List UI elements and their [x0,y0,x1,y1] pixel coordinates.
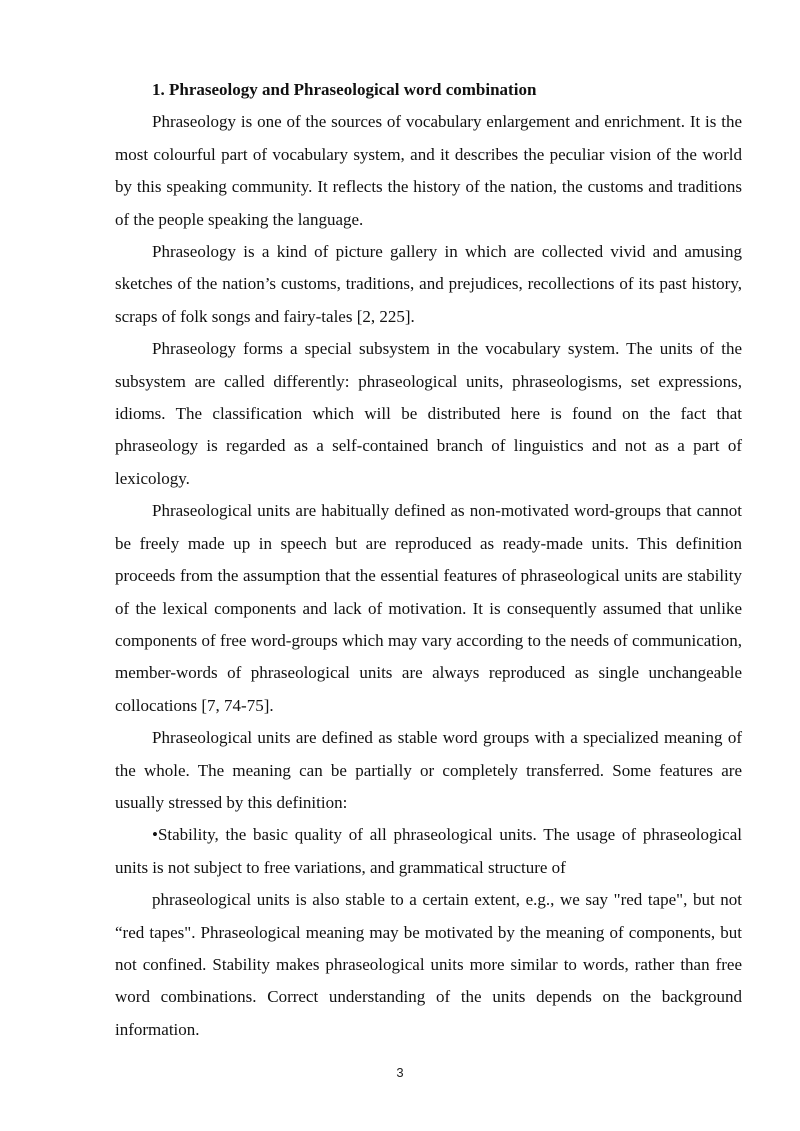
paragraph-3: Phraseology forms a special subsystem in the vocabulary system. The units of the subsystem are called differently: phraseological units, phraseologisms, set expressions, idioms. The classification which will be distributed here is found on the fact that phraseology is regarded as a self-contained branch of linguistics and not as a part of lexicology. [115,339,742,488]
paragraph-4: Phraseological units are habitually defined as non-motivated word-groups that cannot be freely made up in speech but are reproduced as ready-made units. This definition proceeds from the assumption that the essential features of phraseological units are stability of the lexical components and lack of motivation. It is consequently assumed that unlike components of free word-groups which may vary according to the needs of communication, member-words of phraseological units are always reproduced as single unchangeable collocations [7, 74-75]. [115,501,742,715]
page-body [115,74,742,1046]
paragraph-2: Phraseology is a kind of picture gallery in which are collected vivid and amusing sketches of the nation’s customs, traditions, and prejudices, recollections of its past history, scraps of folk songs and fairy-tales [2, 225]. [115,242,742,326]
section-heading: 1. Phraseology and Phraseological word combination [152,80,537,99]
page-number: 3 [396,1065,404,1080]
paragraph-7: phraseological units is also stable to a certain extent, e.g., we say "red tape", but not “red tapes". Phraseological meaning may be motivated by the meaning of components, but not confined. Stability makes phraseological units more similar to words, rather than free word combinations. Correct understanding of the units depends on the background information. [115,890,742,1039]
paragraph-6-bullet: •Stability, the basic quality of all phraseological units. The usage of phraseological units is not subject to free variations, and grammatical structure of [115,825,742,877]
paragraph-5: Phraseological units are defined as stable word groups with a specialized meaning of the whole. The meaning can be partially or completely transferred. Some features are usually stressed by this definition: [115,728,742,812]
paragraph-1: Phraseology is one of the sources of vocabulary enlargement and enrichment. It is the most colourful part of vocabulary system, and it describes the peculiar vision of the world by this speaking community. It reflects the history of the nation, the customs and traditions of the people speaking the language. [115,112,742,229]
